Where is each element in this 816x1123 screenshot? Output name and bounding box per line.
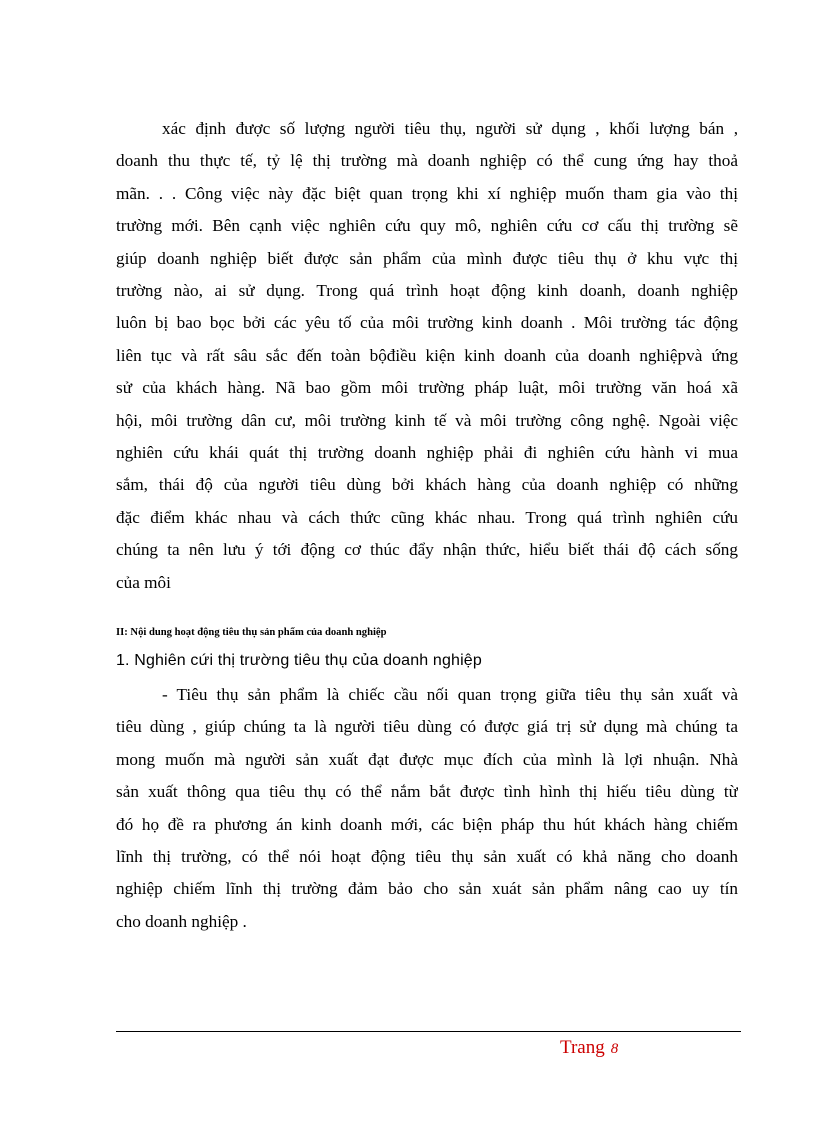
paragraph-line: - Tiêu thụ sản phẩm là chiếc cầu nối quan trọng giữa tiêu thụ sản xuất và — [162, 685, 738, 704]
page-footer — [560, 1037, 618, 1059]
footer-label: Trang — [560, 1037, 605, 1058]
paragraph-line: nghiệp chiếm lĩnh thị trường đảm bảo cho sản xuát sản phẩm nâng cao uy tín — [116, 879, 738, 899]
paragraph-line: hội, môi trường dân cư, môi trường kinh tế và môi trường công nghệ. Ngoài việc — [116, 410, 738, 430]
paragraph-line: của môi — [116, 572, 171, 592]
paragraph-line: trường mới. Bên cạnh việc nghiên cứu quy mô, nghiên cứu cơ cấu thị trường sẽ — [116, 216, 738, 236]
paragraph-line: chúng ta nên lưu ý tới động cơ thúc đẩy nhận thức, hiểu biết thái độ cách sống — [116, 540, 738, 560]
paragraph-line: cho doanh nghiệp . — [116, 911, 247, 931]
paragraph-line: giúp doanh nghiệp biết được sản phẩm của mình được tiêu thụ ở khu vực thị — [116, 248, 738, 268]
paragraph-line: liên tục và rất sâu sắc đến toàn bộđiều kiện kinh doanh của doanh nghiệpvà ứng — [116, 345, 738, 365]
paragraph-line: lĩnh thị trường, có thể nói hoạt động tiêu thụ sản xuất có khả năng cho doanh — [116, 847, 738, 867]
body-paragraph-1 — [116, 113, 738, 599]
sub-heading: 1. Nghiên cứi thị trường tiêu thụ của doanh nghiệp — [116, 652, 482, 669]
paragraph-line: tiêu dùng , giúp chúng ta là người tiêu dùng có được giá trị sử dụng mà chúng ta — [116, 717, 738, 737]
paragraph-line: mãn. . . Công việc này đặc biệt quan trọng khi xí nghiệp muốn tham gia vào thị — [116, 183, 738, 203]
paragraph-line: luôn bị bao bọc bởi các yêu tố của môi trường kinh doanh . Môi trường tác động — [116, 313, 738, 333]
paragraph-line: trường nào, ai sử dụng. Trong quá trình hoạt động kinh doanh, doanh nghiệp — [116, 281, 738, 301]
paragraph-line: sắm, thái độ của người tiêu dùng bởi khách hàng của doanh nghiệp có những — [116, 475, 738, 495]
paragraph-line: đó họ đề ra phương án kinh doanh mới, các biện pháp thu hút khách hàng chiếm — [116, 814, 738, 834]
paragraph-line: mong muốn mà người sản xuất đạt được mục đích của mình là lợi nhuận. Nhà — [116, 749, 738, 769]
paragraph-line: sản xuất thông qua tiêu thụ có thể nắm bắt được tình hình thị hiếu tiêu dùng từ — [116, 782, 738, 802]
paragraph-line: xác định được số lượng người tiêu thụ, người sử dụng , khối lượng bán , — [162, 119, 738, 138]
paragraph-line: sử của khách hàng. Nã bao gồm môi trường pháp luật, môi trường văn hoá xã — [116, 378, 738, 398]
paragraph-line: doanh thu thực tế, tỷ lệ thị trường mà doanh nghiệp có thể cung ứng hay thoả — [116, 151, 738, 171]
paragraph-line: nghiên cứu khái quát thị trường doanh nghiệp phải đi nghiên cứu hành vi mua — [116, 443, 738, 463]
paragraph-line: đặc điểm khác nhau và cách thức cũng khác nhau. Trong quá trình nghiên cứu — [116, 507, 738, 527]
section-heading: II: Nội dung hoạt động tiêu thụ sản phẩm của doanh nghiệp — [116, 627, 387, 638]
footer-divider — [116, 1031, 741, 1032]
body-paragraph-2 — [116, 679, 738, 938]
page-number: 8 — [610, 1041, 619, 1057]
